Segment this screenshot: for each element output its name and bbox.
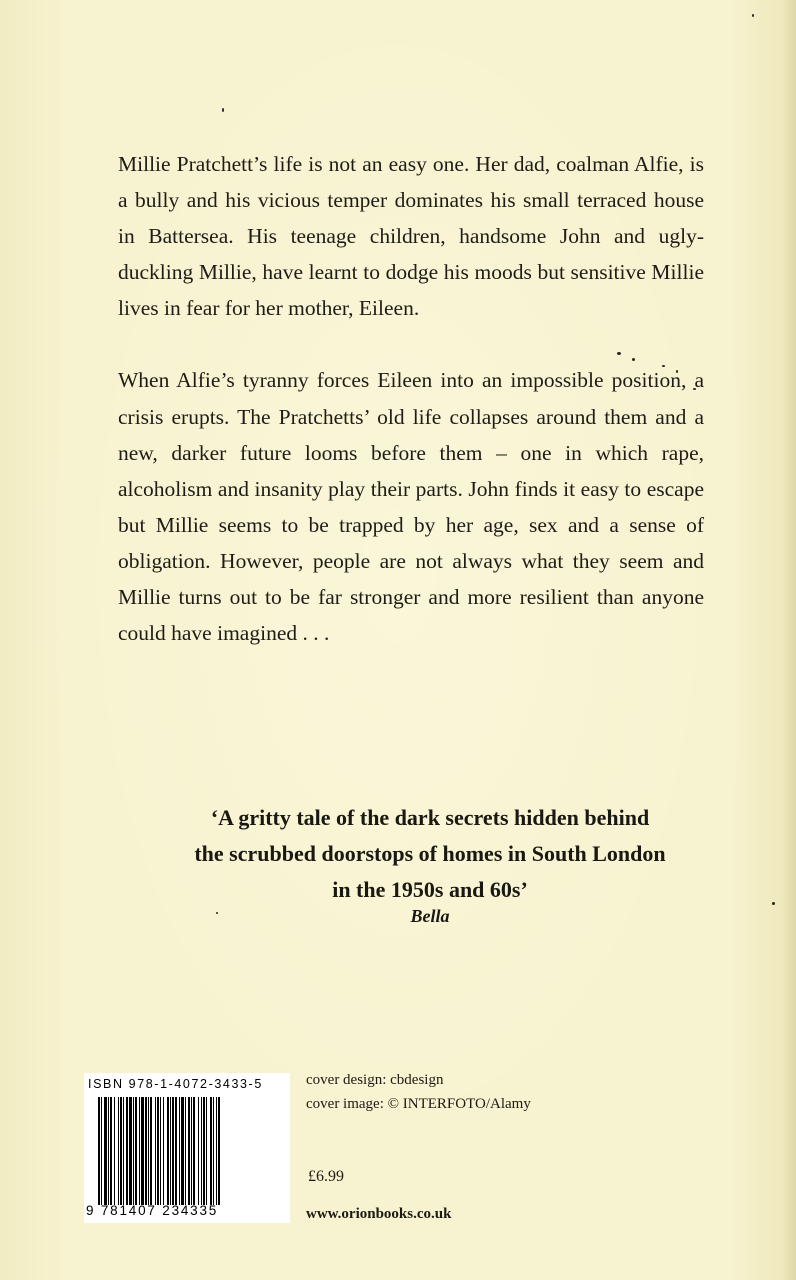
isbn-label: ISBN 978-1-4072-3433-5 [88,1077,263,1091]
review-quote [150,800,710,908]
cover-image-credit: cover image: © INTERFOTO/Alamy [306,1096,531,1112]
price-label: £6.99 [308,1168,344,1185]
print-speck [752,14,754,17]
cover-edge-shadow [782,0,796,1280]
barcode-bars [98,1097,276,1205]
review-source: Bella [410,906,450,926]
barcode-bar [220,1097,221,1205]
print-speck [772,902,775,905]
review-quote-line-1: ‘A gritty tale of the dark secrets hidden behind [210,805,650,830]
review-quote-line-3: in the 1950s and 60s’ [332,877,528,902]
cover-credits [306,1068,531,1116]
blurb-text [118,146,704,651]
blurb-paragraph-1: Millie Pratchett’s life is not an easy one. Her dad, coalman Alfie, is a bully and his vicious temper dominates his small terraced house in Battersea. His teenage children, handsome John and ugly-duckling Millie, have learnt to dodge his moods but sensitive Millie lives in fear for her mother, Eileen. [118,152,704,321]
review-quote-line-2: the scrubbed doorstops of homes in South London [194,841,666,866]
cover-design-credit: cover design: cbdesign [306,1072,444,1088]
blurb-paragraph-2: When Alfie’s tyranny forces Eileen into an impossible position, a crisis erupts. The Pratchetts’ old life collapses around them and a new, darker future looms before them – one in which rape, alcoholism and insanity play their parts. John finds it easy to escape but Millie seems to be trapped by her age, sex and a sense of obligation. However, people are not always what they seem and Millie turns out to be far stronger and more resilient than anyone could have imagined . . . [118,368,704,646]
print-speck [222,108,224,112]
publisher-website: www.orionbooks.co.uk [306,1206,452,1222]
isbn-barcode-panel [84,1073,290,1223]
barcode-digits: 9 781407 234335 [86,1203,219,1218]
